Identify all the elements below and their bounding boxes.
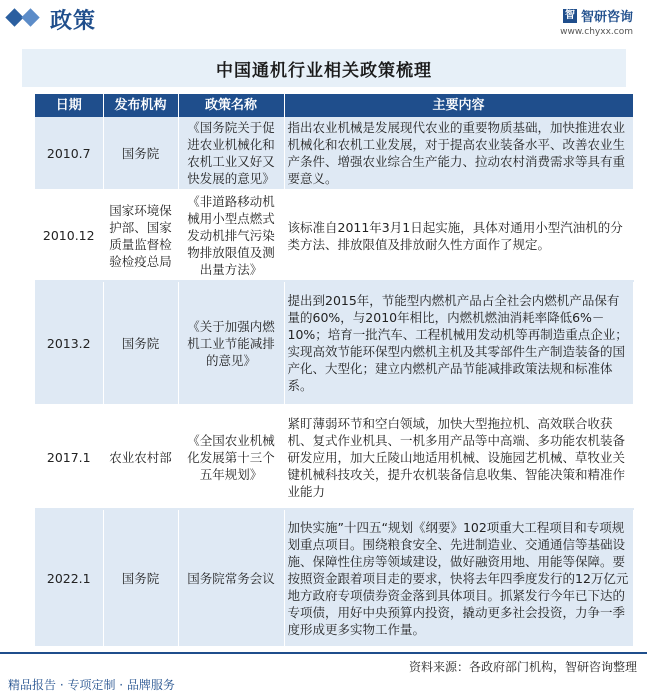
column-header-name: 政策名称 bbox=[178, 94, 284, 117]
section-title: 政策 bbox=[50, 9, 97, 34]
brand-logo bbox=[560, 6, 633, 37]
logo-mark-icon: 智 bbox=[564, 9, 575, 21]
cell-date: 2022.1 bbox=[35, 509, 103, 647]
column-header-content: 主要内容 bbox=[284, 94, 633, 117]
cell-policy-name: 《非道路移动机械用小型点燃式发动机排气污染物排放限值及测出量方法》 bbox=[178, 190, 284, 281]
cell-content: 指出农业机械是发展现代农业的重要物质基础，加快推进农业机械化和农机工业发展，对于提高农业装备水平、改善农业生产条件、增强农业综合生产能力、拉动农村消费需求等具有重要意义。 bbox=[284, 117, 633, 190]
footer-divider bbox=[0, 652, 647, 654]
footer bbox=[0, 652, 647, 692]
top-bar bbox=[0, 0, 647, 40]
cell-org: 国家环境保护部、国家质量监督检验检疫总局 bbox=[103, 190, 178, 281]
cell-content: 紧盯薄弱环节和空白领域，加快大型拖拉机、高效联合收获机、复式作业机具、一机多用产品等中高端、多功能农机装备研发应用，加大丘陵山地适用机械、设施园艺机械、草牧业关键机械科技攻关，提升农机装备信息收集、智能决策和精准作业能力 bbox=[284, 405, 633, 509]
table-title: 中国通机行业相关政策梳理 bbox=[216, 60, 432, 81]
table-row bbox=[35, 509, 633, 647]
cell-content: 提出到2015年，节能型内燃机产品占全社会内燃机产品保有量的60%，与2010年相比，内燃机燃油消耗率降低6%－10%；培育一批汽车、工程机械用发动机等再制造重点企业；实现高效节能环保型内燃机主机及其零部件生产制造装备的国产化、大型化；建立内燃机产品节能减排政策法规和标准体系。 bbox=[284, 281, 633, 405]
cell-policy-name: 《关于加强内燃机工业节能减排的意见》 bbox=[178, 281, 284, 405]
cell-org: 国务院 bbox=[103, 117, 178, 190]
table-title-bar bbox=[22, 49, 626, 87]
table-row bbox=[35, 405, 633, 509]
cell-content: 该标准自2011年3月1日起实施，具体对通用小型汽油机的分类方法、排放限值及排放耐久性方面作了规定。 bbox=[284, 190, 633, 281]
cell-date: 2010.12 bbox=[35, 190, 103, 281]
policy-table bbox=[35, 94, 634, 648]
cell-org: 国务院 bbox=[103, 509, 178, 647]
diamond-decoration-icon bbox=[8, 11, 37, 24]
table-row bbox=[35, 117, 633, 190]
column-header-date: 日期 bbox=[35, 94, 103, 117]
services-tagline: 精品报告 · 专项定制 · 品牌服务 bbox=[8, 678, 175, 692]
source-note: 资料来源：各政府部门机构，智研咨询整理 bbox=[408, 660, 637, 674]
cell-date: 2017.1 bbox=[35, 405, 103, 509]
cell-policy-name: 《国务院关于促进农业机械化和农机工业又好又快发展的意见》 bbox=[178, 117, 284, 190]
cell-date: 2013.2 bbox=[35, 281, 103, 405]
cell-policy-name: 国务院常务会议 bbox=[178, 509, 284, 647]
cell-org: 国务院 bbox=[103, 281, 178, 405]
table-row bbox=[35, 281, 633, 405]
logo-name: 智研咨询 bbox=[580, 10, 633, 25]
table-row bbox=[35, 190, 633, 281]
column-header-org: 发布机构 bbox=[103, 94, 178, 117]
cell-org: 农业农村部 bbox=[103, 405, 178, 509]
logo-url: www.chyxx.com bbox=[560, 27, 633, 37]
table-header-row bbox=[35, 94, 633, 117]
cell-content: 加快实施”十四五“规划《纲要》102项重大工程项目和专项规划重点项目。围绕粮食安全、先进制造业、交通通信等基础设施、保障性住房等领域建设，做好融资用地、用能等保障。要按照资金跟着项目走的要求，快将去年四季度发行的12万亿元地方政府专项债券资金落到具体项目。抓紧发行今年已下达的专项债，用好中央预算内投资，撬动更多社会投资，力争一季度形成更多实物工作量。 bbox=[284, 509, 633, 647]
cell-date: 2010.7 bbox=[35, 117, 103, 190]
cell-policy-name: 《全国农业机械化发展第十三个五年规划》 bbox=[178, 405, 284, 509]
